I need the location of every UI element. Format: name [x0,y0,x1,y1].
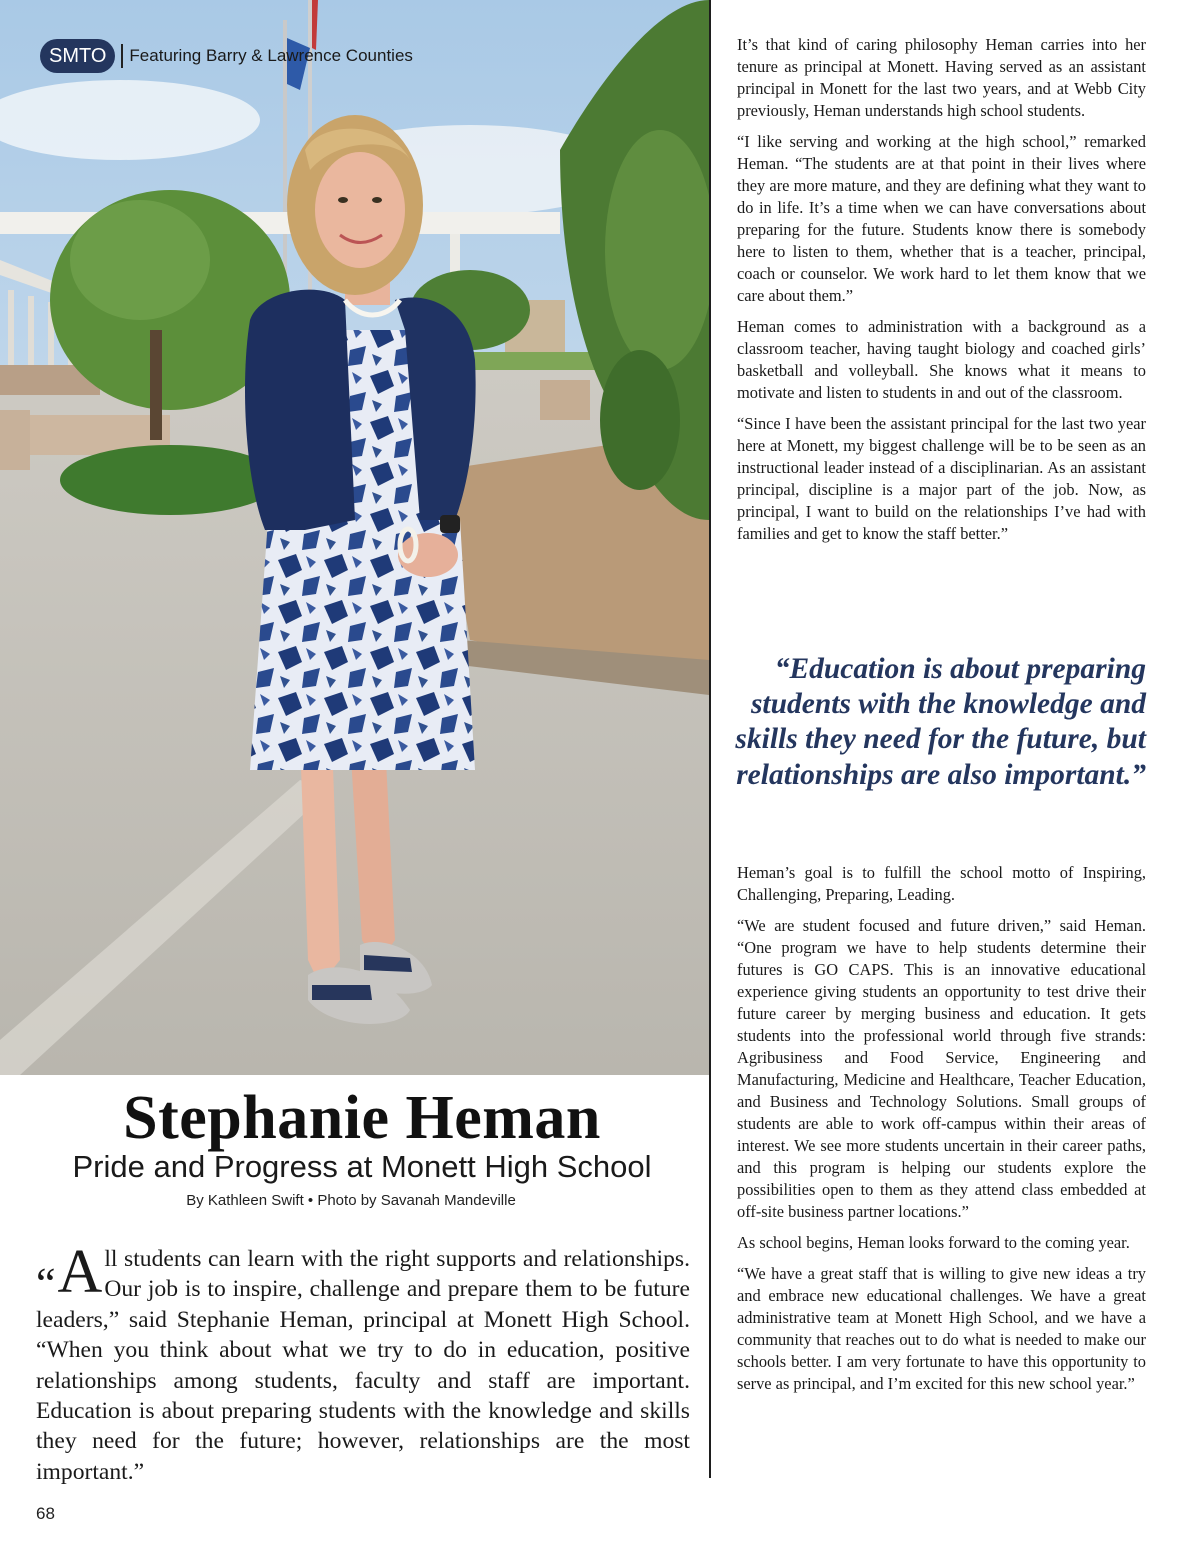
body-paragraph: Heman’s goal is to fulfill the school motto of Inspiring, Challenging, Preparing, Leading. [737,863,1146,904]
page-number: 68 [36,1504,55,1523]
body-paragraph: As school begins, Heman looks forward to the coming year. [737,1233,1130,1252]
pull-quote: “Education is about preparing students with the knowledge and skills they need for the future, but relationships are also important.” [735,653,1146,791]
body-column-top [737,34,1146,554]
body-paragraph: It’s that kind of caring philosophy Heman carries into her tenure as principal at Monett. Having served as an assistant principal in Monett for the last two years, and at Webb City previously, Heman understands high school students. [737,35,1146,120]
article-subtitle: Pride and Progress at Monett High School [72,1149,652,1184]
cardigan [245,290,355,530]
hedge [60,445,280,515]
body-paragraph: “Since I have been the assistant principal for the last two year here at Monett, my biggest challenge will be to be seen as an instructional leader instead of a disciplinarian. As an assistant principal, discipline is a major part of the job. Now, as principal, I want to build on the relationships I’ve had with families and get to know the staff better.” [737,414,1146,543]
drop-cap-letter: A [57,1238,103,1306]
column-divider [709,0,711,1478]
body-paragraph: “I like serving and working at the high school,” remarked Heman. “The students are at that point in their lives where they are more mature, and they are defining what they want to do in life. It’s a time when we can have conversations about preparing for the future. Students know there is somebody here to listen to them, whether that is a teacher, principal, coach or counselor. We work hard to let them know that we care about them.” [737,132,1146,305]
body-column-bottom [737,862,1146,1404]
lead-paragraph [36,1238,690,1487]
lead-text: ll students can learn with the right supports and relationships. Our job is to inspire, challenge and prepare them to be future leaders,” said Stephanie Heman, principal at Monett High School. “When you think about what we try to do in education, positive relationships among students, faculty and staff are important. Education is about preparing students with the knowledge and skills they need for the future; however, relationships are the most important.” [36,1246,690,1485]
magazine-badge: SMTO [40,39,115,73]
body-paragraph: “We are student focused and future driven,” said Heman. “One program we have to help students determine their futures is GO CAPS. This is an innovative educational experience giving students an opportunity to test drive their future career by merging business and education. It gets students into the professional world through five strands: Agribusiness and Food Service, Engineering and Manufacturing, Medicine and Healthcare, Teacher Education, and Business and Technology Solutions. Small groups of students are able to work off-campus within their areas of interest. We see more students uncertain in their career paths, and this program is helping our students explore the possibilities open to them as they attend class embedded at off-site business partner locations.” [737,916,1146,1221]
body-paragraph: Heman comes to administration with a background as a classroom teacher, having taught biology and coached girls’ basketball and volleyball. She knows what it means to motivate and listen to students in and out of the classroom. [737,317,1146,402]
portrait-illustration [0,0,709,1075]
opening-quote-mark: “ [36,1259,56,1308]
body-paragraph: “We have a great staff that is willing to give new ideas a try and embrace new educational challenges. We have a great administrative team at Monett High School, and we have a community that reaches out to do what is needed to make our schools better. I am very fortunate to have this opportunity to serve as principal, and I’m excited for this new school year.” [737,1264,1146,1393]
article-title: Stephanie Heman [123,1084,601,1152]
face [315,152,405,268]
section-header [40,38,413,74]
featuring-label: Featuring Barry & Lawrence Counties [129,46,413,65]
byline: By Kathleen Swift • Photo by Savanah Mandeville [186,1192,516,1209]
header-separator [121,44,123,68]
feature-photo [0,0,709,1075]
drop-cap [36,1238,103,1308]
